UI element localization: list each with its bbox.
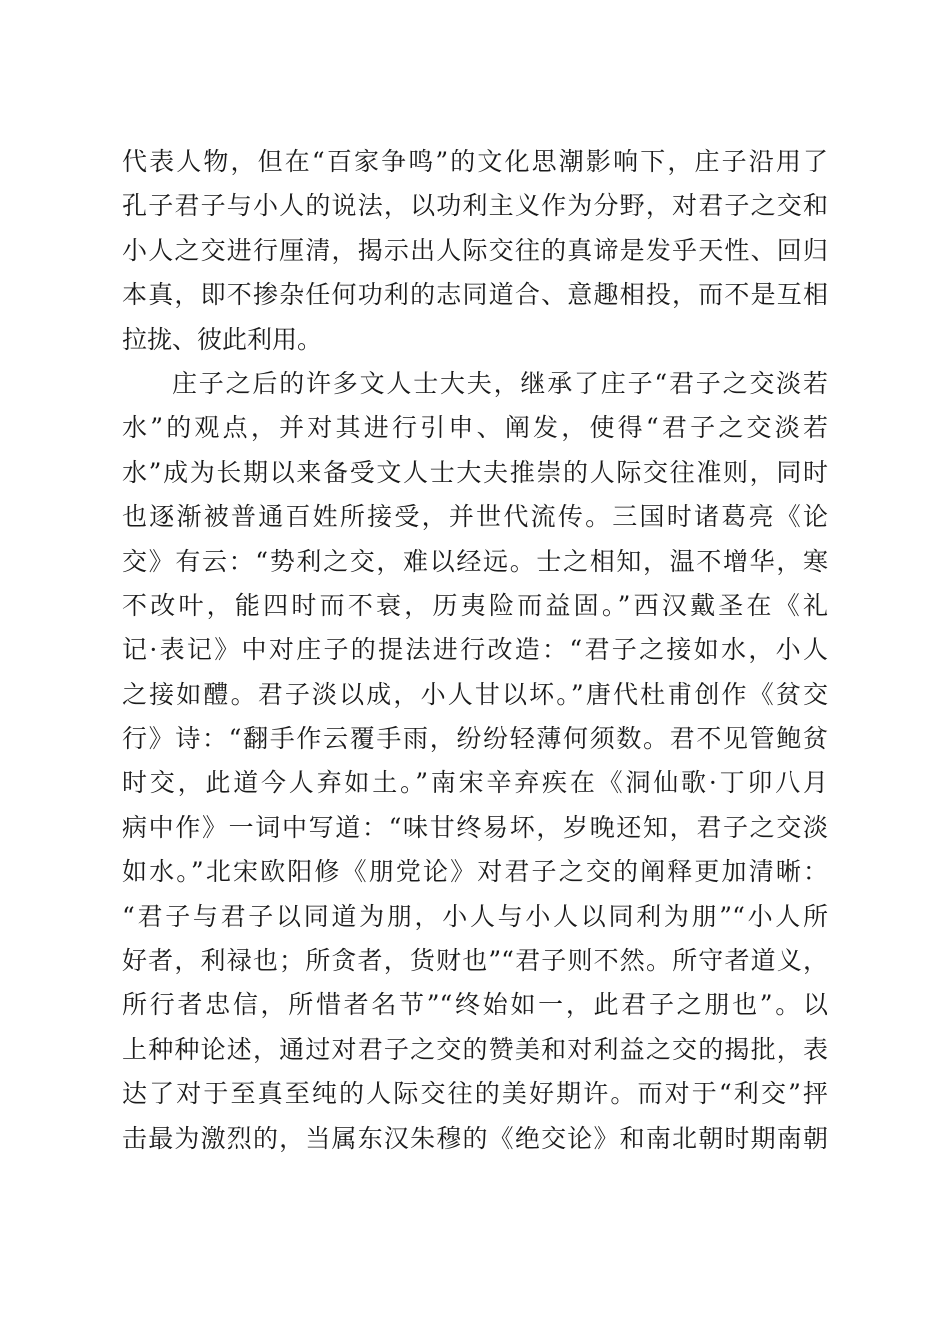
paragraph-2-line-9: 行》诗：“翻手作云覆手雨，纷纷轻薄何须数。君不见管鲍贫: [122, 724, 828, 754]
paragraph-2-line-17: 达了对于至真至纯的人际交往的美好期许。而对于“利交”抨: [122, 1079, 828, 1109]
paragraph-2-line-7: 记·表记》中对庄子的提法进行改造：“君子之接如水，小人: [122, 635, 828, 665]
paragraph-1-line-3: 小人之交进行厘清，揭示出人际交往的真谛是发乎天性、回归: [122, 235, 828, 265]
paragraph-2-line-3: 水”成为长期以来备受文人士大夫推崇的人际交往准则，同时: [122, 457, 828, 487]
paragraph-2-line-5: 交》有云：“势利之交，难以经远。士之相知，温不增华，寒: [122, 546, 828, 576]
paragraph-2-line-16: 上种种论述，通过对君子之交的赞美和对利益之交的揭批，表: [122, 1034, 828, 1064]
paragraph-2-line-11: 病中作》一词中写道：“味甘终易坏，岁晚还知，君子之交淡: [122, 812, 828, 842]
paragraph-2-line-6: 不改叶，能四时而不衰，历夷险而益固。”西汉戴圣在《礼: [122, 590, 828, 620]
paragraph-2-line-13: “君子与君子以同道为朋，小人与小人以同利为朋”“小人所: [122, 901, 828, 931]
document-body: [122, 140, 828, 1161]
paragraph-2-line-1: 庄子之后的许多文人士大夫，继承了庄子“君子之交淡若: [172, 368, 828, 398]
paragraph-2-line-2: 水”的观点，并对其进行引申、阐发，使得“君子之交淡若: [122, 413, 828, 443]
paragraph-2-line-10: 时交，此道今人弃如土。”南宋辛弃疾在《洞仙歌·丁卯八月: [122, 768, 828, 798]
paragraph-2-line-14: 好者，利禄也；所贪者，货财也”“君子则不然。所守者道义，: [122, 946, 828, 976]
paragraph-2-line-4: 也逐渐被普通百姓所接受，并世代流传。三国时诸葛亮《论: [122, 502, 828, 532]
paragraph-2-line-12: 如水。”北宋欧阳修《朋党论》对君子之交的阐释更加清晰：: [122, 857, 828, 887]
paragraph-2-line-15: 所行者忠信，所惜者名节”“终始如一，此君子之朋也”。以: [122, 990, 828, 1020]
paragraph-2-line-18: 击最为激烈的，当属东汉朱穆的《绝交论》和南北朝时期南朝: [122, 1123, 828, 1153]
paragraph-1-line-2: 孔子君子与小人的说法，以功利主义作为分野，对君子之交和: [122, 191, 828, 221]
paragraph-1-line-4: 本真，即不掺杂任何功利的志同道合、意趣相投，而不是互相: [122, 280, 828, 310]
paragraph-1-line-5: 拉拢、彼此利用。: [122, 324, 323, 354]
paragraph-1-line-1: 代表人物，但在“百家争鸣”的文化思潮影响下，庄子沿用了: [122, 147, 828, 176]
paragraph-2-line-8: 之接如醴。君子淡以成，小人甘以坏。”唐代杜甫创作《贫交: [122, 679, 828, 709]
